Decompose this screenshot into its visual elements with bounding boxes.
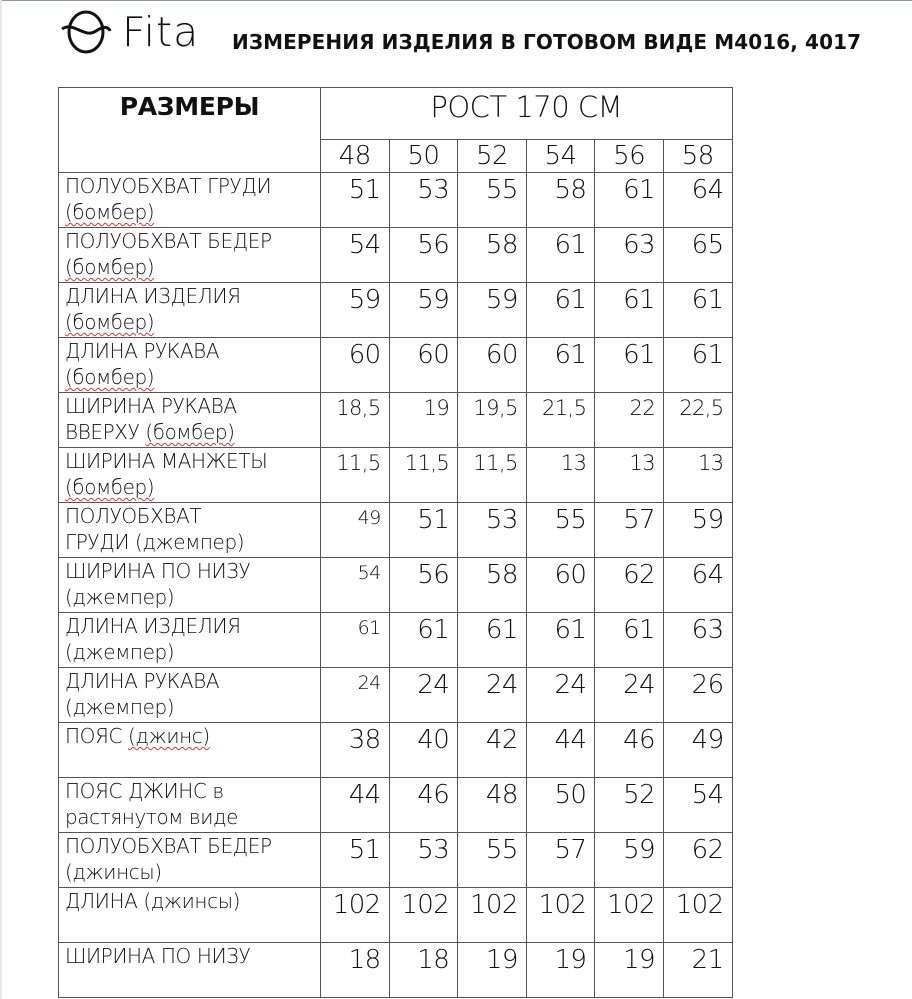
- measurement-value: 22,5: [663, 393, 732, 448]
- measurement-label: [59, 393, 321, 448]
- measurement-value: 60: [458, 338, 527, 393]
- measurement-label: [59, 448, 321, 503]
- measurement-value: 61: [663, 283, 732, 338]
- measurement-value: 19: [389, 393, 458, 448]
- measurement-label: [59, 833, 321, 888]
- measurement-value: 61: [526, 228, 595, 283]
- size-chart-table: [58, 87, 733, 998]
- table-row: [59, 448, 733, 503]
- measurement-value: 44: [526, 723, 595, 778]
- label-line-1: ШИРИНА МАНЖЕТЫ: [65, 449, 268, 473]
- measurement-value: 11,5: [458, 448, 527, 503]
- measurement-value: 54: [663, 778, 732, 833]
- table-row: [59, 668, 733, 723]
- measurement-label: [59, 173, 321, 228]
- table-row: [59, 283, 733, 338]
- measurement-value: 57: [595, 503, 664, 558]
- label-line-2-prefix: ВВЕРХУ: [65, 420, 146, 444]
- height-header: РОСТ 170 СМ: [321, 88, 733, 140]
- measurement-label: [59, 778, 321, 833]
- size-header: 56: [595, 140, 664, 173]
- size-header: 58: [663, 140, 732, 173]
- label-line-2: (джемпер): [65, 585, 175, 609]
- label-line-1-prefix: ПОЯС: [65, 724, 129, 748]
- label-line-2: (джемпер): [65, 695, 175, 719]
- label-line-1: ПОЯС ДЖИНС в: [65, 779, 224, 803]
- measurement-value: 51: [389, 503, 458, 558]
- measurement-value: 24: [321, 668, 390, 723]
- measurement-value: 49: [663, 723, 732, 778]
- measurement-value: 62: [595, 558, 664, 613]
- measurement-value: 13: [663, 448, 732, 503]
- measurement-value: 40: [389, 723, 458, 778]
- table-row: [59, 613, 733, 668]
- table-row: [59, 833, 733, 888]
- label-line-2: [65, 914, 320, 940]
- measurement-value: 24: [389, 668, 458, 723]
- label-line-2: (джемпер): [65, 640, 175, 664]
- measurement-value: 49: [321, 503, 390, 558]
- label-line-2: [65, 419, 320, 445]
- measurement-value: 58: [458, 228, 527, 283]
- measurement-value: 44: [321, 778, 390, 833]
- table-row: [59, 723, 733, 778]
- measurement-value: 48: [458, 778, 527, 833]
- measurement-value: 60: [389, 338, 458, 393]
- measurement-value: 102: [663, 888, 732, 943]
- measurement-value: 60: [321, 338, 390, 393]
- measurement-value: 11,5: [389, 448, 458, 503]
- measurement-value: 19,5: [458, 393, 527, 448]
- measurement-value: 54: [321, 228, 390, 283]
- measurement-value: 51: [321, 173, 390, 228]
- brand-name: Fita: [122, 7, 200, 56]
- measurement-value: 46: [595, 723, 664, 778]
- label-line-1: ПОЛУОБХВАТ БЕДЕР: [65, 834, 272, 858]
- measurement-value: 102: [321, 888, 390, 943]
- table-row: [59, 173, 733, 228]
- measurement-value: 59: [458, 283, 527, 338]
- table-row: [59, 228, 733, 283]
- label-line-2: (бомбер): [65, 365, 155, 389]
- measurement-value: 21: [663, 943, 732, 998]
- label-line-2: [65, 969, 320, 995]
- measurement-value: 63: [595, 228, 664, 283]
- label-line-2: [65, 749, 320, 775]
- measurement-value: 57: [526, 833, 595, 888]
- label-line-1: ПОЛУОБХВАТ ГРУДИ: [65, 174, 272, 198]
- measurement-value: 60: [526, 558, 595, 613]
- measurement-value: 51: [321, 833, 390, 888]
- measurement-value: 102: [595, 888, 664, 943]
- size-header: 52: [458, 140, 527, 173]
- size-header: 50: [389, 140, 458, 173]
- brand-logo: [60, 6, 199, 58]
- measurement-value: 61: [321, 613, 390, 668]
- label-line-1: ДЛИНА (джинсы): [65, 889, 241, 913]
- size-header: 54: [526, 140, 595, 173]
- measurement-value: 46: [389, 778, 458, 833]
- measurement-value: 52: [595, 778, 664, 833]
- label-line-2: (бомбер): [65, 200, 155, 224]
- label-line-1: ДЛИНА ИЗДЕЛИЯ: [65, 284, 241, 308]
- measurement-value: 64: [663, 173, 732, 228]
- measurement-value: 19: [458, 943, 527, 998]
- label-line-1: ПОЛУОБХВАТ: [65, 504, 202, 528]
- table-row: [59, 393, 733, 448]
- label-line-1: ДЛИНА РУКАВА: [65, 669, 220, 693]
- label-line-1: ПОЛУОБХВАТ БЕДЕР: [65, 229, 272, 253]
- measurement-value: 53: [389, 173, 458, 228]
- measurement-value: 61: [458, 613, 527, 668]
- measurement-value: 61: [595, 173, 664, 228]
- measurement-value: 55: [458, 173, 527, 228]
- label-line-1: ШИРИНА ПО НИЗУ: [65, 559, 251, 583]
- header-row-height: [59, 88, 733, 140]
- measurement-value: 61: [526, 338, 595, 393]
- label-line-1: ДЛИНА ИЗДЕЛИЯ: [65, 614, 241, 638]
- measurement-label: [59, 723, 321, 778]
- measurement-value: 102: [526, 888, 595, 943]
- measurement-value: 24: [458, 668, 527, 723]
- label-line-1: ШИРИНА РУКАВА: [65, 394, 237, 418]
- measurement-value: 102: [389, 888, 458, 943]
- measurement-value: 55: [526, 503, 595, 558]
- measurement-value: 24: [526, 668, 595, 723]
- measurement-label: [59, 668, 321, 723]
- measurement-value: 18,5: [321, 393, 390, 448]
- document-title: ИЗМЕРЕНИЯ ИЗДЕЛИЯ В ГОТОВОМ ВИДЕ М4016, 4017: [232, 30, 862, 54]
- measurement-label: [59, 338, 321, 393]
- label-line-2: (бомбер): [65, 475, 155, 499]
- measurement-value: 59: [595, 833, 664, 888]
- measurement-value: 56: [389, 558, 458, 613]
- label-line-2: ГРУДИ (джемпер): [65, 530, 245, 554]
- measurement-value: 62: [663, 833, 732, 888]
- label-line-2: (джинсы): [65, 860, 162, 884]
- measurement-value: 58: [526, 173, 595, 228]
- measurement-value: 54: [321, 558, 390, 613]
- measurement-value: 50: [526, 778, 595, 833]
- label-line-1: ШИРИНА ПО НИЗУ: [65, 944, 251, 968]
- measurement-value: 61: [526, 613, 595, 668]
- measurement-value: 42: [458, 723, 527, 778]
- left-border: [0, 0, 2, 999]
- measurement-value: 53: [389, 833, 458, 888]
- measurement-value: 26: [663, 668, 732, 723]
- label-line-2-flagged: (бомбер): [145, 420, 235, 444]
- measurement-value: 61: [663, 338, 732, 393]
- measurement-label: [59, 558, 321, 613]
- measurement-value: 11,5: [321, 448, 390, 503]
- measurement-value: 55: [458, 833, 527, 888]
- measurement-value: 59: [389, 283, 458, 338]
- table-row: [59, 338, 733, 393]
- top-border: [0, 0, 912, 1]
- measurement-value: 38: [321, 723, 390, 778]
- measurement-value: 64: [663, 558, 732, 613]
- label-line-1: [65, 724, 210, 748]
- table-row: [59, 943, 733, 998]
- measurement-value: 53: [458, 503, 527, 558]
- measurement-value: 59: [663, 503, 732, 558]
- label-line-2: растянутом виде: [65, 805, 239, 829]
- label-line-1: ДЛИНА РУКАВА: [65, 339, 220, 363]
- measurement-value: 21,5: [526, 393, 595, 448]
- table-row: [59, 888, 733, 943]
- document-header: [60, 6, 900, 66]
- measurement-label: [59, 503, 321, 558]
- table-row: [59, 558, 733, 613]
- measurement-value: 22: [595, 393, 664, 448]
- measurement-label: [59, 888, 321, 943]
- measurement-value: 58: [458, 558, 527, 613]
- measurement-label: [59, 228, 321, 283]
- measurement-value: 19: [526, 943, 595, 998]
- fita-logo-mark-icon: [60, 9, 112, 55]
- measurement-value: 19: [595, 943, 664, 998]
- measurement-value: 61: [595, 283, 664, 338]
- measurement-value: 59: [321, 283, 390, 338]
- measurement-value: 18: [389, 943, 458, 998]
- measurement-value: 65: [663, 228, 732, 283]
- measurement-value: 13: [595, 448, 664, 503]
- label-line-2: (бомбер): [65, 310, 155, 334]
- label-line-1-flagged: (джинс): [128, 724, 210, 748]
- label-line-2: (бомбер): [65, 255, 155, 279]
- measurement-value: 18: [321, 943, 390, 998]
- measurement-value: 24: [595, 668, 664, 723]
- measurement-label: [59, 943, 321, 998]
- table-row: [59, 503, 733, 558]
- measurement-label: [59, 283, 321, 338]
- measurement-value: 13: [526, 448, 595, 503]
- measurement-value: 56: [389, 228, 458, 283]
- table-row: [59, 778, 733, 833]
- measurement-value: 61: [526, 283, 595, 338]
- measurement-value: 61: [389, 613, 458, 668]
- measurement-value: 63: [663, 613, 732, 668]
- measurement-value: 102: [458, 888, 527, 943]
- measurement-value: 61: [595, 613, 664, 668]
- sizes-header: РАЗМЕРЫ: [59, 88, 321, 173]
- measurement-label: [59, 613, 321, 668]
- size-header: 48: [321, 140, 390, 173]
- measurement-value: 61: [595, 338, 664, 393]
